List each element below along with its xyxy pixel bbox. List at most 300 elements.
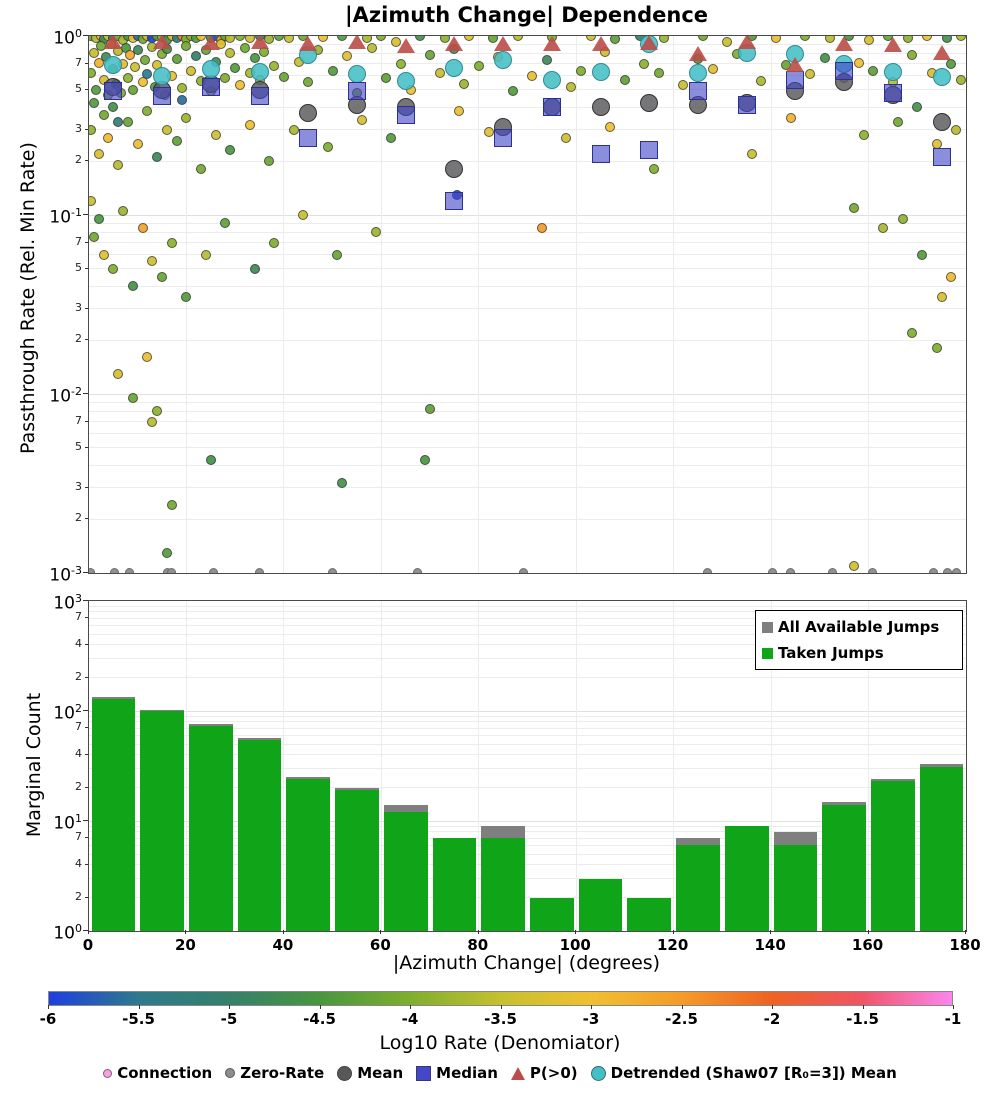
colorbar-tick-label: -3.5 <box>484 1010 517 1028</box>
gridline <box>89 268 966 269</box>
scatter-point <box>932 139 942 149</box>
gridline <box>89 89 966 90</box>
histogram-bar-taken <box>627 898 671 931</box>
scatter-point <box>922 35 932 41</box>
scatter-point <box>337 478 347 488</box>
median-marker <box>640 141 658 159</box>
detrended-mean-marker <box>933 68 951 86</box>
mean-marker <box>933 113 951 131</box>
scatter-point <box>415 35 425 41</box>
detrended-mean-marker <box>348 65 366 83</box>
scatter-point <box>318 35 328 42</box>
detrended-mean-marker <box>884 63 902 81</box>
scatter-point <box>425 50 435 60</box>
scatter-point <box>177 95 187 105</box>
scatter-point <box>123 73 133 83</box>
gridline <box>89 519 966 520</box>
colorbar-tick-label: -2 <box>763 1010 781 1028</box>
scatter-point <box>474 61 484 71</box>
scatter-point <box>342 51 352 61</box>
gridline <box>89 161 966 162</box>
y-minor-tick-mark <box>85 421 88 422</box>
colorbar-tick-label: -1 <box>944 1010 962 1028</box>
scatter-point <box>220 218 230 228</box>
scatter-point <box>907 50 917 60</box>
colorbar-tick-label: -6 <box>39 1010 57 1028</box>
y-minor-tick-mark <box>85 89 88 90</box>
y-axis-minor-tick-label: 4 <box>75 746 82 760</box>
scatter-point <box>698 35 708 41</box>
marker-legend-item <box>591 1064 897 1082</box>
x-axis-tick-label: 160 <box>851 936 884 954</box>
scatter-point <box>859 130 869 140</box>
y-axis-tick-label: $10^1$ <box>53 812 82 834</box>
y-axis-minor-tick-label: 7 <box>75 234 82 248</box>
p0-marker <box>543 36 561 51</box>
legend-item-all-jumps <box>762 614 956 640</box>
legend-label: All Available Jumps <box>778 618 940 636</box>
scatter-point <box>162 125 172 135</box>
gridline <box>381 601 382 931</box>
mean-marker <box>640 94 658 112</box>
x-tick-mark <box>770 930 771 934</box>
legend-item-taken-jumps <box>762 640 956 666</box>
zero-rate-point <box>209 568 218 574</box>
scatter-point <box>454 106 464 116</box>
y-minor-tick-mark <box>85 787 88 788</box>
scatter-point <box>206 455 216 465</box>
scatter-point <box>191 51 201 61</box>
scatter-point <box>88 196 96 206</box>
scatter-point <box>756 76 766 86</box>
gridline <box>576 36 577 573</box>
marker-legend-label: P(>0) <box>529 1064 578 1082</box>
x-tick-mark <box>88 930 89 934</box>
scatter-point <box>230 63 240 73</box>
histogram-bar-taken <box>530 898 574 931</box>
scatter-point <box>386 133 396 143</box>
scatter-point <box>172 136 182 146</box>
scatter-point <box>328 66 338 76</box>
detrended-mean-marker <box>153 67 171 85</box>
scatter-point <box>849 203 859 213</box>
scatter-point <box>771 35 781 43</box>
marker-legend-label: Zero-Rate <box>240 1064 325 1082</box>
scatter-point <box>186 66 196 76</box>
scatter-point <box>956 75 966 85</box>
y-tick-mark <box>83 572 88 573</box>
y-axis-minor-tick-label: 7 <box>75 830 82 844</box>
p0-marker <box>884 37 902 52</box>
scatter-point <box>225 35 235 43</box>
x-axis-label: |Azimuth Change| (degrees) <box>392 952 661 974</box>
histogram-bar-taken <box>920 767 964 931</box>
gridline <box>89 308 966 309</box>
histogram-bar-taken <box>871 781 915 931</box>
all-jumps-swatch-icon <box>762 622 773 633</box>
scatter-point <box>376 35 386 41</box>
scatter-point <box>425 404 435 414</box>
zero-rate-point <box>328 568 337 574</box>
scatter-point <box>157 272 167 282</box>
gridline <box>89 711 966 712</box>
y-axis-tick-label: $10^3$ <box>53 592 82 614</box>
scatter-point <box>201 250 211 260</box>
colorbar-tick-mark <box>139 1005 140 1009</box>
y-axis-minor-tick-label: 3 <box>75 300 82 314</box>
scatter-point <box>245 120 255 130</box>
gridline <box>89 447 966 448</box>
scatter-point <box>142 352 152 362</box>
p0-marker <box>689 46 707 61</box>
marker-legend-label: Detrended (Shaw07 [R₀=3]) Mean <box>610 1064 897 1082</box>
scatter-point <box>138 223 148 233</box>
zero-rate-point <box>768 568 777 574</box>
y-axis-minor-tick-label: 5 <box>75 439 82 453</box>
scatter-point <box>181 113 191 123</box>
zero-rate-point <box>167 568 176 574</box>
y-tick-mark <box>83 393 88 394</box>
scatter-point <box>128 85 138 95</box>
detrended-shaw07-r-3-mean-icon <box>591 1066 606 1081</box>
marker-legend-label: Median <box>436 1064 498 1082</box>
gridline <box>868 36 869 573</box>
histogram-bar-taken <box>384 812 428 931</box>
scatter-point <box>88 68 96 78</box>
gridline <box>89 465 966 466</box>
scatter-point <box>298 210 308 220</box>
y-minor-tick-mark <box>85 63 88 64</box>
scatter-point <box>279 72 289 82</box>
scatter-point <box>94 214 104 224</box>
median-marker <box>543 98 561 116</box>
scatter-point <box>800 35 810 41</box>
scatter-point <box>649 164 659 174</box>
scatter-point <box>91 85 101 95</box>
y-axis-minor-tick-label: 2 <box>75 153 82 167</box>
colorbar-tick-label: -1.5 <box>846 1010 879 1028</box>
histogram-bar-taken <box>433 838 477 931</box>
mean-marker <box>592 98 610 116</box>
y-minor-tick-mark <box>85 617 88 618</box>
marker-legend-item <box>511 1064 578 1082</box>
y-axis-tick-label: $10^0$ <box>53 27 82 49</box>
gridline <box>283 601 284 931</box>
y-axis-minor-tick-label: 2 <box>75 669 82 683</box>
x-tick-mark <box>575 930 576 934</box>
scatter-point <box>147 256 157 266</box>
scatter-point <box>639 59 649 69</box>
y-axis-minor-tick-label: 7 <box>75 610 82 624</box>
x-tick-mark <box>380 930 381 934</box>
scatter-point <box>561 133 571 143</box>
y-minor-tick-mark <box>85 339 88 340</box>
scatter-point <box>708 64 718 74</box>
y-axis-minor-tick-label: 4 <box>75 636 82 650</box>
histogram-bar-taken <box>140 711 184 931</box>
y-axis-minor-tick-label: 3 <box>75 479 82 493</box>
scatter-point <box>211 130 221 140</box>
scatter-point <box>181 292 191 302</box>
colorbar-tick-mark <box>48 1005 49 1009</box>
x-axis-tick-label: 40 <box>272 936 294 954</box>
scatter-point <box>177 83 187 93</box>
scatter-point <box>435 68 445 78</box>
scatter-point <box>167 238 177 248</box>
scatter-point <box>786 113 796 123</box>
median-marker <box>251 87 269 105</box>
scatter-point <box>868 66 878 76</box>
median-marker <box>397 106 415 124</box>
histogram-bar-taken <box>286 779 330 931</box>
scatter-point <box>332 250 342 260</box>
y-tick-mark <box>83 35 88 36</box>
p0-marker <box>786 57 804 72</box>
scatter-point <box>88 125 96 135</box>
median-marker <box>202 78 220 96</box>
scatter-point <box>576 66 586 76</box>
scatter-point <box>527 71 537 81</box>
scatter-point <box>108 102 118 112</box>
gridline <box>89 402 966 403</box>
zero-rate-point <box>828 568 837 574</box>
mean-marker <box>445 160 463 178</box>
y-axis-minor-tick-label: 4 <box>75 856 82 870</box>
scatter-point <box>898 214 908 224</box>
histogram-bar-taken <box>725 826 769 931</box>
scatter-point <box>849 561 859 571</box>
scatter-point <box>937 292 947 302</box>
marker-legend-item <box>225 1064 324 1082</box>
scatter-point <box>854 58 864 68</box>
y-minor-tick-mark <box>85 447 88 448</box>
median-marker <box>689 82 707 100</box>
gridline <box>283 36 284 573</box>
y-minor-tick-mark <box>85 864 88 865</box>
p0-marker <box>640 35 658 50</box>
scatter-point <box>722 37 732 47</box>
scatter-point <box>654 68 664 78</box>
scatter-point <box>167 500 177 510</box>
y-axis-minor-tick-label: 7 <box>75 55 82 69</box>
scatter-point <box>907 328 917 338</box>
y-axis-tick-label: $10^{-3}$ <box>49 564 82 586</box>
figure-title: |Azimuth Change| Dependence <box>344 3 709 27</box>
marker-legend-item <box>416 1064 498 1082</box>
mean-icon <box>337 1066 352 1081</box>
median-marker <box>592 145 610 163</box>
p0-marker <box>592 36 610 51</box>
y-axis-minor-tick-label: 5 <box>75 260 82 274</box>
gridline <box>89 254 966 255</box>
median-marker <box>494 129 512 147</box>
scatter-point <box>99 110 109 120</box>
scatter-point <box>537 223 547 233</box>
scatter-point <box>225 48 235 58</box>
p0-marker <box>835 36 853 51</box>
scatter-point <box>917 250 927 260</box>
zero-rate-point <box>125 568 134 574</box>
detrended-mean-marker <box>592 63 610 81</box>
scatter-y-axis-label: Passthrough Rate (Rel. Min Rate) <box>17 142 39 454</box>
gridline <box>89 107 966 108</box>
gridline <box>576 601 577 931</box>
scatter-point <box>357 115 367 125</box>
y-axis-minor-tick-label: 2 <box>75 511 82 525</box>
scatter-point <box>956 35 966 41</box>
y-minor-tick-mark <box>85 129 88 130</box>
scatter-point <box>108 264 118 274</box>
gridline <box>89 232 966 233</box>
x-tick-mark <box>965 930 966 934</box>
zero-rate-point <box>952 568 961 574</box>
p0-marker <box>153 35 171 49</box>
median-marker <box>348 82 366 100</box>
p0-marker <box>202 35 220 50</box>
y-axis-minor-tick-label: 7 <box>75 720 82 734</box>
y-tick-mark <box>83 710 88 711</box>
scatter-point <box>113 369 123 379</box>
scatter-point <box>269 238 279 248</box>
gridline <box>89 487 966 488</box>
scatter-point <box>942 35 952 43</box>
scatter-point <box>508 86 518 96</box>
scatter-point <box>123 117 133 127</box>
scatter-point <box>289 125 299 135</box>
gridline <box>89 721 966 722</box>
zero-rate-point <box>88 568 95 574</box>
scatter-point <box>147 417 157 427</box>
scatter-point <box>659 35 669 43</box>
y-axis-tick-label: $10^{-2}$ <box>49 385 82 407</box>
x-axis-tick-label: 80 <box>467 936 489 954</box>
marker-legend-label: Mean <box>357 1064 404 1082</box>
median-marker <box>445 192 463 210</box>
scatter-point <box>464 35 474 41</box>
scatter-point <box>240 43 250 53</box>
marker-legend-item <box>337 1064 403 1082</box>
y-axis-tick-label: $10^0$ <box>53 922 82 944</box>
p0-marker <box>445 36 463 51</box>
gridline <box>771 36 772 573</box>
scatter-point <box>459 79 469 89</box>
colorbar-tick-label: -5 <box>220 1010 238 1028</box>
median-marker <box>884 84 902 102</box>
colorbar-tick-mark <box>682 1005 683 1009</box>
histogram-bar-taken <box>238 740 282 931</box>
y-axis-tick-label: $10^{-1}$ <box>49 206 82 228</box>
detrended-mean-marker <box>494 51 512 69</box>
colorbar-tick-mark <box>320 1005 321 1009</box>
median-marker <box>738 96 756 114</box>
gridline <box>89 215 966 216</box>
y-tick-mark <box>83 214 88 215</box>
zero-rate-icon <box>225 1068 235 1078</box>
colorbar-tick-label: -5.5 <box>122 1010 155 1028</box>
p0-marker <box>738 35 756 49</box>
x-axis-tick-label: 60 <box>369 936 391 954</box>
scatter-point <box>513 35 523 41</box>
scatter-point <box>878 223 888 233</box>
median-marker <box>786 71 804 89</box>
y-minor-tick-mark <box>85 727 88 728</box>
detrended-mean-marker <box>104 56 122 74</box>
scatter-point <box>932 343 942 353</box>
detrended-mean-marker <box>397 72 415 90</box>
scatter-point <box>893 117 903 127</box>
scatter-point <box>220 73 230 83</box>
scatter-point <box>605 122 615 132</box>
histogram-bar-taken <box>579 879 623 931</box>
scatter-point <box>128 393 138 403</box>
colorbar-tick-mark <box>863 1005 864 1009</box>
gridline <box>89 129 966 130</box>
scatter-point <box>912 102 922 112</box>
zero-rate-point <box>868 568 877 574</box>
gridline <box>381 36 382 573</box>
y-minor-tick-mark <box>85 308 88 309</box>
legend-label: Taken Jumps <box>778 644 884 662</box>
gridline <box>89 421 966 422</box>
zero-rate-point <box>413 568 422 574</box>
zero-rate-point <box>929 568 938 574</box>
gridline <box>89 286 966 287</box>
scatter-point <box>250 53 260 63</box>
y-minor-tick-mark <box>85 487 88 488</box>
detrended-mean-marker <box>543 71 561 89</box>
median-icon <box>416 1066 431 1081</box>
colorbar <box>48 991 953 1006</box>
x-axis-tick-label: 100 <box>559 936 591 954</box>
scatter-point <box>381 73 391 83</box>
colorbar-tick-label: -4.5 <box>303 1010 336 1028</box>
colorbar-tick-label: -2.5 <box>665 1010 698 1028</box>
y-minor-tick-mark <box>85 837 88 838</box>
gridline <box>89 716 966 717</box>
scatter-point <box>142 69 152 79</box>
scatter-point <box>128 281 138 291</box>
p0-marker <box>299 36 317 51</box>
scatter-point <box>103 133 113 143</box>
scatter-point <box>133 45 143 55</box>
scatter-point <box>113 117 123 127</box>
scatter-point <box>820 53 830 63</box>
colorbar-tick-mark <box>772 1005 773 1009</box>
scatter-point <box>951 125 961 135</box>
taken-jumps-swatch-icon <box>762 648 773 659</box>
median-marker <box>933 148 951 166</box>
y-axis-minor-tick-label: 2 <box>75 779 82 793</box>
scatter-point <box>620 75 630 85</box>
detrended-mean-marker <box>689 64 707 82</box>
scatter-point <box>142 106 152 116</box>
y-axis-minor-tick-label: 5 <box>75 81 82 95</box>
zero-rate-point <box>786 568 795 574</box>
gridline <box>673 601 674 931</box>
x-tick-mark <box>283 930 284 934</box>
p0-marker <box>348 35 366 49</box>
scatter-point <box>94 149 104 159</box>
histogram-bar-taken <box>676 845 720 931</box>
scatter-point <box>284 35 294 43</box>
scatter-point <box>825 35 835 43</box>
gridline <box>186 601 187 931</box>
histogram-bar-taken <box>335 790 379 931</box>
zero-rate-point <box>255 568 264 574</box>
x-axis-tick-label: 20 <box>175 936 196 954</box>
x-axis-tick-label: 140 <box>754 936 786 954</box>
gridline <box>89 677 966 678</box>
